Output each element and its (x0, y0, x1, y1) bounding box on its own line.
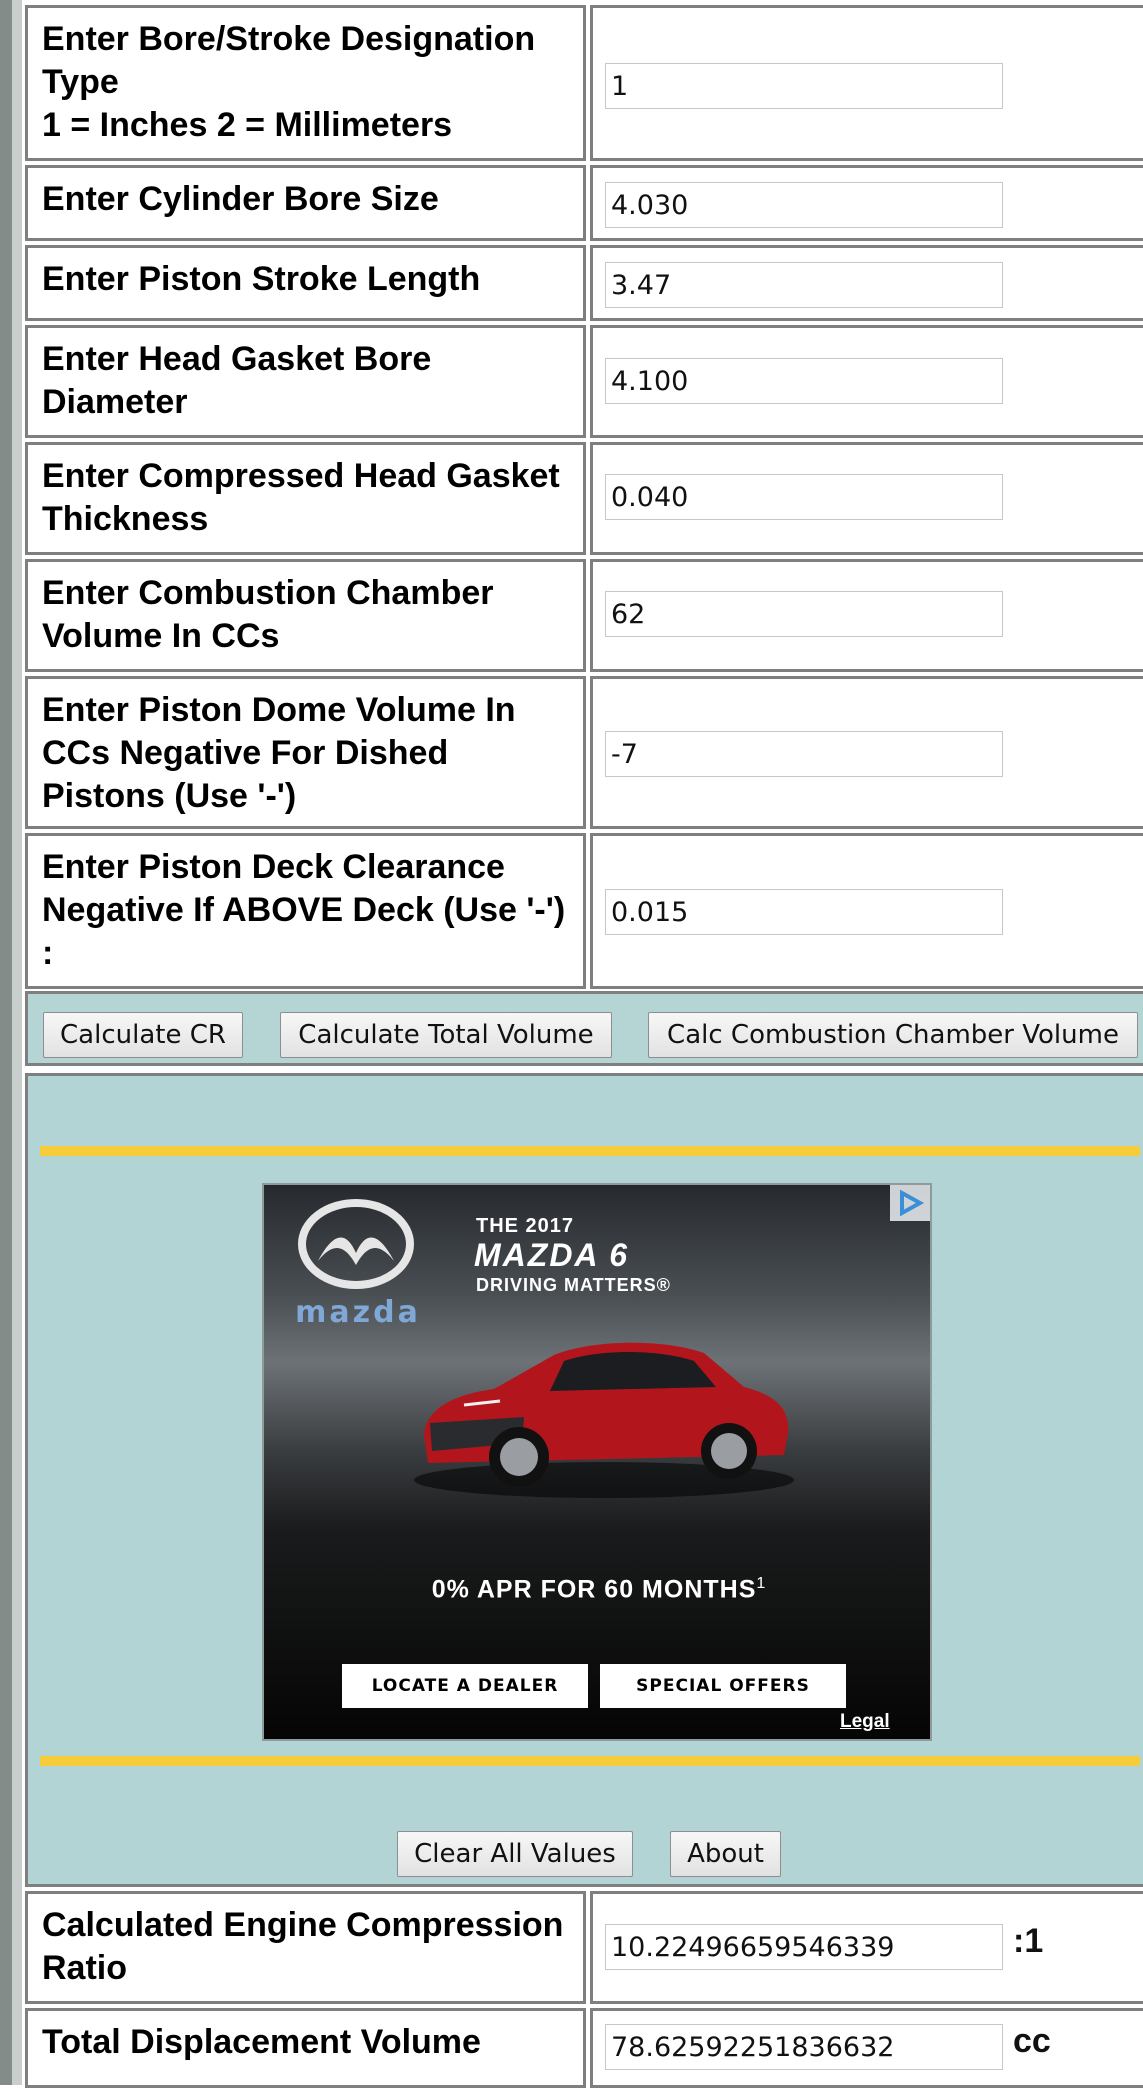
field-cell-bore-size (590, 165, 1143, 241)
ad-model-text: MAZDA 6 (474, 1237, 630, 1273)
compression-ratio-output[interactable] (605, 1924, 1003, 1970)
field-cell-gasket-bore (590, 325, 1143, 438)
field-cell-designation-type (590, 5, 1143, 161)
ad-offer-text (264, 1575, 932, 1604)
field-label-dome-volume: Enter Piston Dome Volume In CCs Negative For Dished Pistons (Use '-') (25, 676, 586, 829)
result-label-displacement: Total Displacement Volume (25, 2008, 586, 2088)
field-label-stroke-length: Enter Piston Stroke Length (25, 245, 586, 321)
gasket-thickness-input[interactable] (605, 474, 1003, 520)
chamber-volume-input[interactable] (605, 591, 1003, 637)
result-label-compression-ratio: Calculated Engine Compression Ratio (25, 1891, 586, 2004)
ad-legal-link[interactable]: Legal (840, 1711, 890, 1732)
left-margin-bar-light (12, 0, 22, 2085)
mazda-ad-banner[interactable] (262, 1183, 932, 1741)
about-button[interactable]: About (670, 1831, 781, 1877)
left-margin-bar (0, 0, 12, 2085)
field-cell-deck-clearance (590, 833, 1143, 989)
stroke-length-input[interactable] (605, 262, 1003, 308)
ad-offer-footnote: 1 (756, 1575, 767, 1592)
deck-clearance-input[interactable] (605, 889, 1003, 935)
gasket-bore-input[interactable] (605, 358, 1003, 404)
field-label-gasket-bore: Enter Head Gasket Bore Diameter (25, 325, 586, 438)
field-label-bore-size: Enter Cylinder Bore Size (25, 165, 586, 241)
field-cell-gasket-thickness (590, 442, 1143, 555)
ad-divider-bottom (40, 1756, 1140, 1766)
field-label-deck-clearance: Enter Piston Deck Clearance Negative If ABOVE Deck (Use '-') : (25, 833, 586, 989)
field-label-gasket-thickness: Enter Compressed Head Gasket Thickness (25, 442, 586, 555)
result-cell-displacement (590, 2008, 1143, 2088)
clear-all-button[interactable]: Clear All Values (397, 1831, 633, 1877)
displacement-unit: cc (1013, 2022, 1051, 2060)
field-cell-chamber-volume (590, 559, 1143, 672)
calc-chamber-volume-button[interactable]: Calc Combustion Chamber Volume (648, 1012, 1138, 1058)
calculate-total-volume-button[interactable]: Calculate Total Volume (280, 1012, 612, 1058)
result-cell-compression-ratio (590, 1891, 1143, 2004)
ad-panel (25, 1073, 1143, 1887)
special-offers-button[interactable]: SPECIAL OFFERS (600, 1664, 846, 1708)
compression-ratio-unit: :1 (1013, 1922, 1044, 1960)
field-cell-dome-volume (590, 676, 1143, 829)
ad-divider-top (40, 1146, 1140, 1156)
bore-size-input[interactable] (605, 182, 1003, 228)
adchoices-icon[interactable] (890, 1185, 930, 1221)
dome-volume-input[interactable] (605, 731, 1003, 777)
field-label-designation-type: Enter Bore/Stroke Designation Type 1 = Inches 2 = Millimeters (25, 5, 586, 161)
ad-year-text: THE 2017 (476, 1215, 575, 1237)
designation-type-input[interactable] (605, 63, 1003, 109)
red-car-image (404, 1305, 804, 1505)
mazda-logo-icon (296, 1199, 416, 1289)
calculate-cr-button[interactable]: Calculate CR (43, 1012, 243, 1058)
field-label-chamber-volume: Enter Combustion Chamber Volume In CCs (25, 559, 586, 672)
calc-button-bar (25, 991, 1143, 1066)
locate-dealer-button[interactable]: LOCATE A DEALER (342, 1664, 588, 1708)
field-cell-stroke-length (590, 245, 1143, 321)
ad-brand-text: mazda (295, 1295, 421, 1330)
displacement-output[interactable] (605, 2024, 1003, 2070)
ad-tagline-text: DRIVING MATTERS® (476, 1275, 671, 1295)
ad-offer-main: 0% APR FOR 60 MONTHS (431, 1575, 757, 1604)
